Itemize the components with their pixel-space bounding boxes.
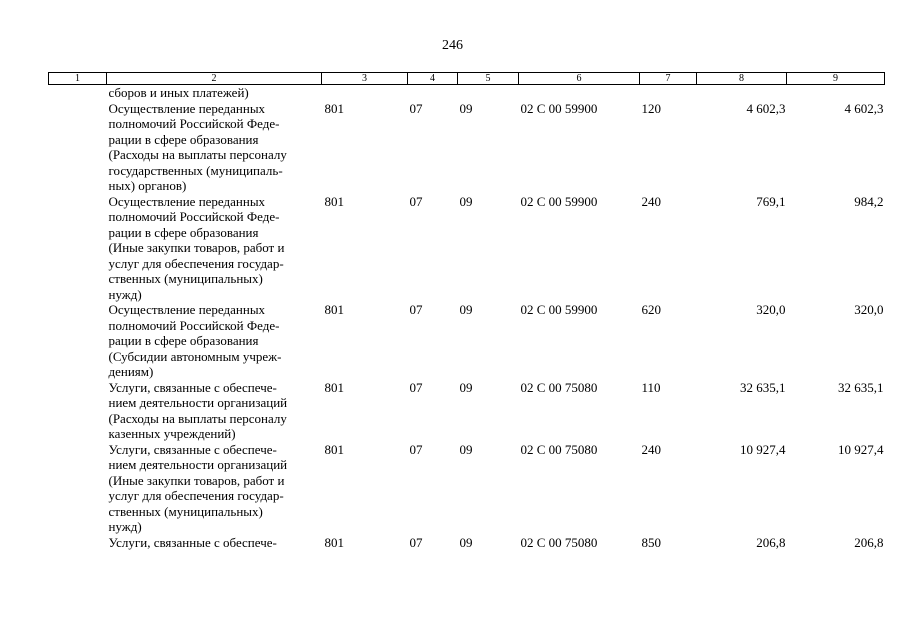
cell-department-code: 801 xyxy=(324,379,344,395)
cell-amount-year-2: 206,8 xyxy=(854,534,884,550)
table-row xyxy=(49,442,885,535)
description-line: Осуществление переданных xyxy=(108,100,266,116)
table-row xyxy=(49,302,885,380)
description-line: нужд) xyxy=(108,286,142,302)
cell-amount-year-2: 984,2 xyxy=(854,193,884,209)
cell-amount-year-1: 32 635,1 xyxy=(740,379,786,395)
cell-description xyxy=(107,380,322,442)
cell-description xyxy=(107,302,322,380)
column-header-8: 8 xyxy=(697,73,787,85)
description-line: (Иные закупки товаров, работ и xyxy=(108,240,285,255)
cell-target-article: 02 С 00 75080 xyxy=(520,441,598,457)
table-row xyxy=(49,194,885,303)
budget-table xyxy=(48,72,885,550)
cell-amount-year-1: 769,1 xyxy=(756,193,786,209)
column-header-6: 6 xyxy=(519,73,640,85)
cell-col1 xyxy=(49,442,107,535)
cell-expense-type: 110 xyxy=(641,379,661,395)
description-line: казенных учреждений) xyxy=(108,426,236,441)
column-header-4: 4 xyxy=(408,73,458,85)
cell-section-code: 07 xyxy=(409,441,423,457)
description-line: ственных (муниципальных) xyxy=(108,271,263,286)
description-line: нием деятельности организаций xyxy=(108,395,288,410)
cell-col1 xyxy=(49,85,107,101)
cell-subsection-code: 09 xyxy=(459,379,473,395)
cell-expense-type: 240 xyxy=(641,441,661,457)
cell-amount-year-2: 4 602,3 xyxy=(844,100,884,116)
cell-target-article: 02 С 00 75080 xyxy=(520,379,598,395)
description-line: рации в сфере образования xyxy=(108,224,259,240)
description-line: Осуществление переданных xyxy=(108,193,266,209)
cell-amount-year-2: 320,0 xyxy=(854,302,884,317)
cell-target-article: 02 С 00 59900 xyxy=(520,302,598,317)
cell-description xyxy=(107,85,322,101)
cell-description xyxy=(107,194,322,303)
cell-col1 xyxy=(49,380,107,442)
description-line: полномочий Российской Феде- xyxy=(108,116,280,131)
cell-subsection-code: 09 xyxy=(459,534,473,550)
cell-department-code: 801 xyxy=(324,441,344,457)
cell-col1 xyxy=(49,194,107,303)
description-line: полномочий Российской Феде- xyxy=(108,317,280,333)
description-line: (Расходы на выплаты персоналу xyxy=(108,147,287,162)
table-row xyxy=(49,535,885,551)
cell-section-code: 07 xyxy=(409,534,423,550)
description-line: рации в сфере образования xyxy=(108,333,259,348)
cell-expense-type: 240 xyxy=(641,193,661,209)
table-row xyxy=(49,101,885,194)
table-header-row xyxy=(49,73,885,85)
cell-department-code: 801 xyxy=(324,100,344,116)
cell-section-code: 07 xyxy=(409,193,423,209)
column-header-5: 5 xyxy=(458,73,519,85)
cell-target-article: 02 С 00 59900 xyxy=(520,193,598,209)
cell-col4 xyxy=(408,85,458,101)
table-body xyxy=(49,85,885,551)
column-header-2: 2 xyxy=(107,73,322,85)
cell-col9 xyxy=(787,85,885,101)
description-line: Осуществление переданных xyxy=(108,302,266,317)
table-row xyxy=(49,380,885,442)
column-header-7: 7 xyxy=(640,73,697,85)
cell-amount-year-2: 32 635,1 xyxy=(838,379,884,395)
cell-description xyxy=(107,101,322,194)
cell-section-code: 07 xyxy=(409,100,423,116)
description-line: сборов и иных платежей) xyxy=(108,85,249,100)
cell-subsection-code: 09 xyxy=(459,193,473,209)
cell-target-article: 02 С 00 59900 xyxy=(520,100,598,116)
column-header-1: 1 xyxy=(49,73,107,85)
description-line: ственных (муниципальных) xyxy=(108,503,263,519)
cell-amount-year-1: 10 927,4 xyxy=(740,441,786,457)
description-line: Услуги, связанные с обеспече- xyxy=(108,379,277,395)
description-line: нужд) xyxy=(108,519,142,534)
cell-target-article: 02 С 00 75080 xyxy=(520,534,598,550)
cell-subsection-code: 09 xyxy=(459,441,473,457)
description-line: полномочий Российской Феде- xyxy=(108,209,280,224)
cell-amount-year-1: 320,0 xyxy=(756,302,786,317)
cell-expense-type: 850 xyxy=(641,534,661,550)
description-line: рации в сфере образования xyxy=(108,131,259,147)
cell-department-code: 801 xyxy=(324,302,344,317)
cell-department-code: 801 xyxy=(324,193,344,209)
cell-col3 xyxy=(322,85,408,101)
cell-col7 xyxy=(640,85,697,101)
cell-amount-year-1: 206,8 xyxy=(756,534,786,550)
column-header-9: 9 xyxy=(787,73,885,85)
description-line: нием деятельности организаций xyxy=(108,457,288,472)
cell-section-code: 07 xyxy=(409,302,423,317)
cell-amount-year-1: 4 602,3 xyxy=(746,100,786,116)
description-line: услуг для обеспечения государ- xyxy=(108,255,284,271)
page-number: 246 xyxy=(442,38,463,53)
continuation-row xyxy=(49,85,885,101)
cell-expense-type: 120 xyxy=(641,100,661,116)
cell-expense-type: 620 xyxy=(641,302,661,317)
cell-amount-year-2: 10 927,4 xyxy=(838,441,884,457)
cell-subsection-code: 09 xyxy=(459,302,473,317)
cell-department-code: 801 xyxy=(324,534,344,550)
cell-col1 xyxy=(49,101,107,194)
cell-description xyxy=(107,442,322,535)
cell-subsection-code: 09 xyxy=(459,100,473,116)
cell-section-code: 07 xyxy=(409,379,423,395)
cell-col8 xyxy=(697,85,787,101)
description-line: государственных (муниципаль- xyxy=(108,162,283,178)
description-line: услуг для обеспечения государ- xyxy=(108,488,284,503)
cell-col1 xyxy=(49,302,107,380)
cell-col6 xyxy=(519,85,640,101)
cell-col5 xyxy=(458,85,519,101)
cell-col1 xyxy=(49,535,107,551)
description-line: (Субсидии автономным учреж- xyxy=(108,348,282,364)
cell-description xyxy=(107,535,322,551)
description-line: (Расходы на выплаты персоналу xyxy=(108,410,287,426)
description-line: дениям) xyxy=(108,364,154,379)
description-line: ных) органов) xyxy=(108,178,187,193)
description-line: Услуги, связанные с обеспече- xyxy=(108,534,277,550)
description-line: Услуги, связанные с обеспече- xyxy=(108,441,277,457)
column-header-3: 3 xyxy=(322,73,408,85)
description-line: (Иные закупки товаров, работ и xyxy=(108,472,285,488)
